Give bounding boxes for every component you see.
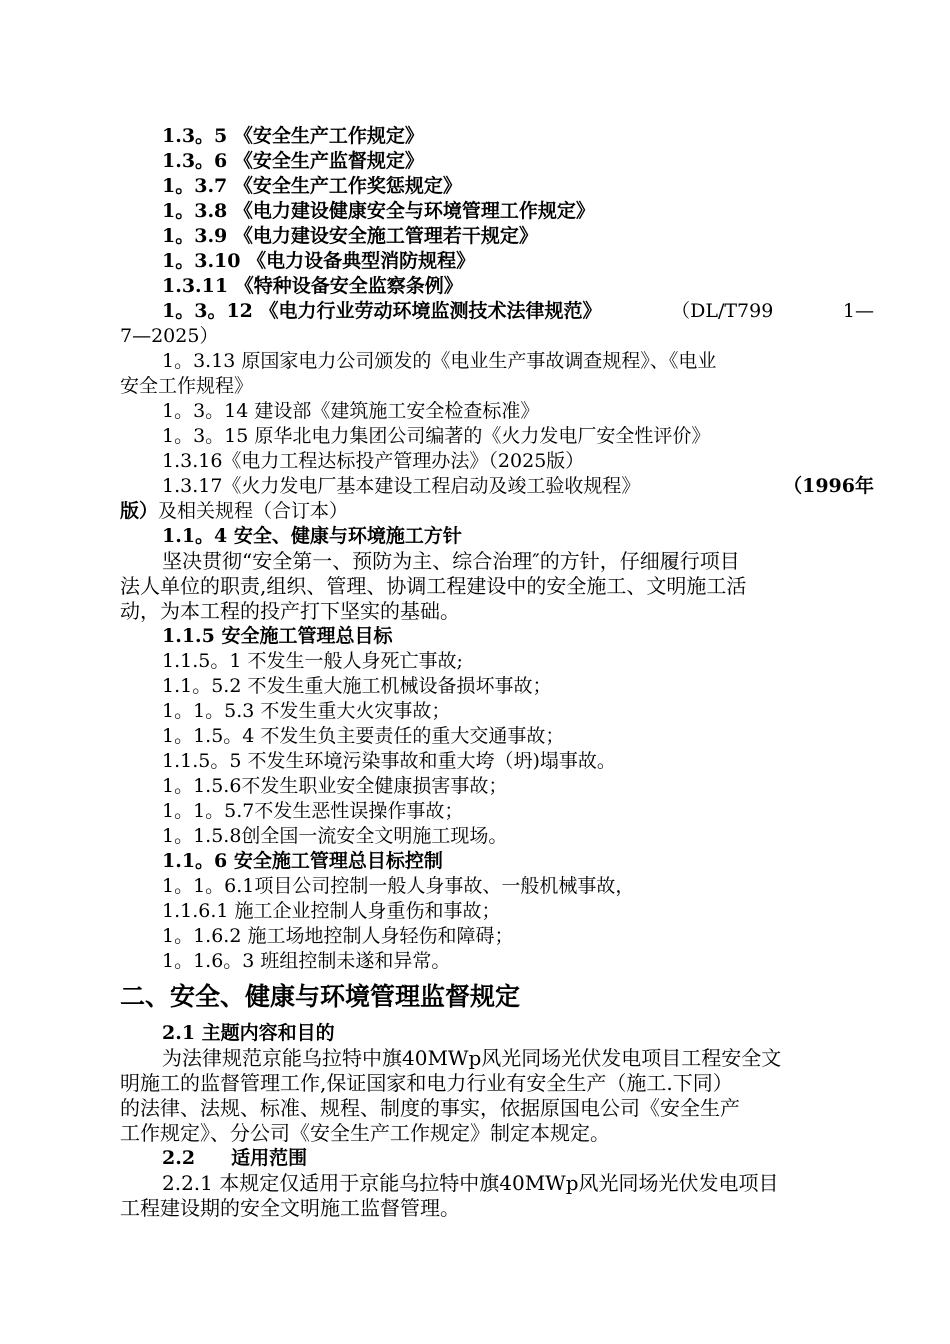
goal-7: 1。1。5.7不发生恶性误操作事故； bbox=[162, 800, 464, 822]
ref-1-3-14: 1。3。14 建设部《建筑施工安全检查标准》 bbox=[162, 400, 540, 422]
ref-1-3-12-code: （DL/T799 bbox=[671, 300, 774, 322]
ref-1-3-15: 1。3。15 原华北电力集团公司编著的《火力发电厂安全性评价》 bbox=[162, 425, 711, 447]
policy-paragraph-line-2: 法人单位的职责,组织、管理、协调工程建设中的安全施工、文明施工活 bbox=[120, 574, 747, 598]
ref-1-3-13: 1。3.13 原国家电力公司颁发的《电业生产事故调查规程》、《电业 bbox=[162, 350, 717, 372]
scope-line-1: 2.2.1 本规定仅适用于京能乌拉特中旗40MWp风光同场光伏发电项目 bbox=[162, 1171, 779, 1195]
ref-1-3-9: 1。3.9 《电力建设安全施工管理若干规定》 bbox=[162, 225, 538, 247]
ref-1-3-17-edition: 版） bbox=[120, 500, 159, 522]
ref-1-3-10: 1。3.10 《电力设备典型消防规程》 bbox=[162, 250, 476, 272]
goal-3: 1。1。5.3 不发生重大火灾事故； bbox=[162, 700, 451, 722]
goal-2: 1.1。5.2 不发生重大施工机械设备损坏事故； bbox=[162, 675, 552, 697]
ref-1-3-17 bbox=[120, 474, 874, 499]
goal-1: 1.1.5。1 不发生一般人身死亡事故; bbox=[162, 650, 463, 672]
ref-1-3-8: 1。3.8 《电力建设健康安全与环境管理工作规定》 bbox=[162, 200, 595, 222]
purpose-line-3: 的法律、法规、标准、规程、制度的事实，依据原国电公司《安全生产 bbox=[120, 1096, 740, 1120]
heading-1-1-5: 1.1.5 安全施工管理总目标 bbox=[162, 625, 393, 647]
ref-1-3-12-code-cont: 1— bbox=[842, 300, 874, 322]
control-4: 1。1.6。3 班组控制未遂和异常。 bbox=[162, 950, 451, 972]
control-3: 1。1.6.2 施工场地控制人身轻伤和障碍； bbox=[162, 925, 514, 947]
ref-1-3-12-title: 1。3。12 《电力行业劳动环境监测技术法律规范》 bbox=[162, 300, 602, 322]
scope-line-2: 工程建设期的安全文明施工监督管理。 bbox=[120, 1196, 460, 1220]
ref-1-3-11: 1.3.11 《特种设备安全监察条例》 bbox=[162, 275, 463, 297]
heading-1-1-6: 1.1。6 安全施工管理总目标控制 bbox=[162, 850, 443, 872]
ref-1-3-7: 1。3.7 《安全生产工作奖惩规定》 bbox=[162, 175, 462, 197]
purpose-line-1: 为法律规范京能乌拉特中旗40MWp风光同场光伏发电项目工程安全文 bbox=[162, 1046, 782, 1070]
ref-1-3-5: 1.3。5 《安全生产工作规定》 bbox=[162, 125, 424, 147]
heading-2-2-number: 2.2 bbox=[162, 1147, 196, 1169]
policy-paragraph-line-1: 坚决贯彻“安全第一、预防为主、综合治理″的方针，仔细履行项目 bbox=[162, 549, 740, 573]
control-2: 1.1.6.1 施工企业控制人身重伤和事故； bbox=[162, 900, 501, 922]
heading-2-2 bbox=[120, 1146, 874, 1171]
goal-5: 1.1.5。5 不发生环境污染事故和重大垮（坍)塌事故。 bbox=[162, 750, 616, 772]
goal-8: 1。1.5.8创全国一流安全文明施工现场。 bbox=[162, 825, 508, 847]
policy-paragraph-line-3: 动，为本工程的投产打下坚实的基础。 bbox=[120, 599, 460, 623]
heading-1-1-4: 1.1。4 安全、健康与环境施工方针 bbox=[162, 525, 462, 547]
ref-1-3-16: 1.3.16《电力工程达标投产管理办法》（2025版） bbox=[162, 450, 585, 472]
ref-1-3-12-wrap: 7—2025） bbox=[120, 325, 219, 347]
control-1: 1。1。6.1项目公司控制一般人身事故、一般机械事故， bbox=[162, 875, 635, 897]
heading-2-2-text: 适用范围 bbox=[231, 1147, 308, 1169]
heading-2-1: 2.1 主题内容和目的 bbox=[162, 1022, 335, 1044]
ref-1-3-12 bbox=[120, 299, 874, 324]
goal-6: 1。1.5.6不发生职业安全健康损害事故； bbox=[162, 775, 508, 797]
goal-4: 1。1.5。4 不发生负主要责任的重大交通事故； bbox=[162, 725, 565, 747]
ref-1-3-13-wrap: 安全工作规程》 bbox=[120, 375, 254, 397]
ref-1-3-17-year: （1996年 bbox=[783, 475, 874, 497]
ref-1-3-17-wrap bbox=[120, 499, 832, 524]
ref-1-3-6: 1.3。6 《安全生产监督规定》 bbox=[162, 150, 424, 172]
ref-1-3-17-title: 1.3.17《火力发电厂基本建设工程启动及竣工验收规程》 bbox=[162, 475, 641, 497]
purpose-line-4: 工作规定》、分公司《安全生产工作规定》制定本规定。 bbox=[120, 1121, 610, 1145]
purpose-line-2: 明施工的监督管理工作,保证国家和电力行业有安全生产（施工.下同） bbox=[120, 1071, 733, 1095]
ref-1-3-17-rest: 及相关规程（合订本） bbox=[158, 500, 349, 522]
section-2-title: 二、安全、健康与环境管理监督规定 bbox=[120, 982, 521, 1011]
